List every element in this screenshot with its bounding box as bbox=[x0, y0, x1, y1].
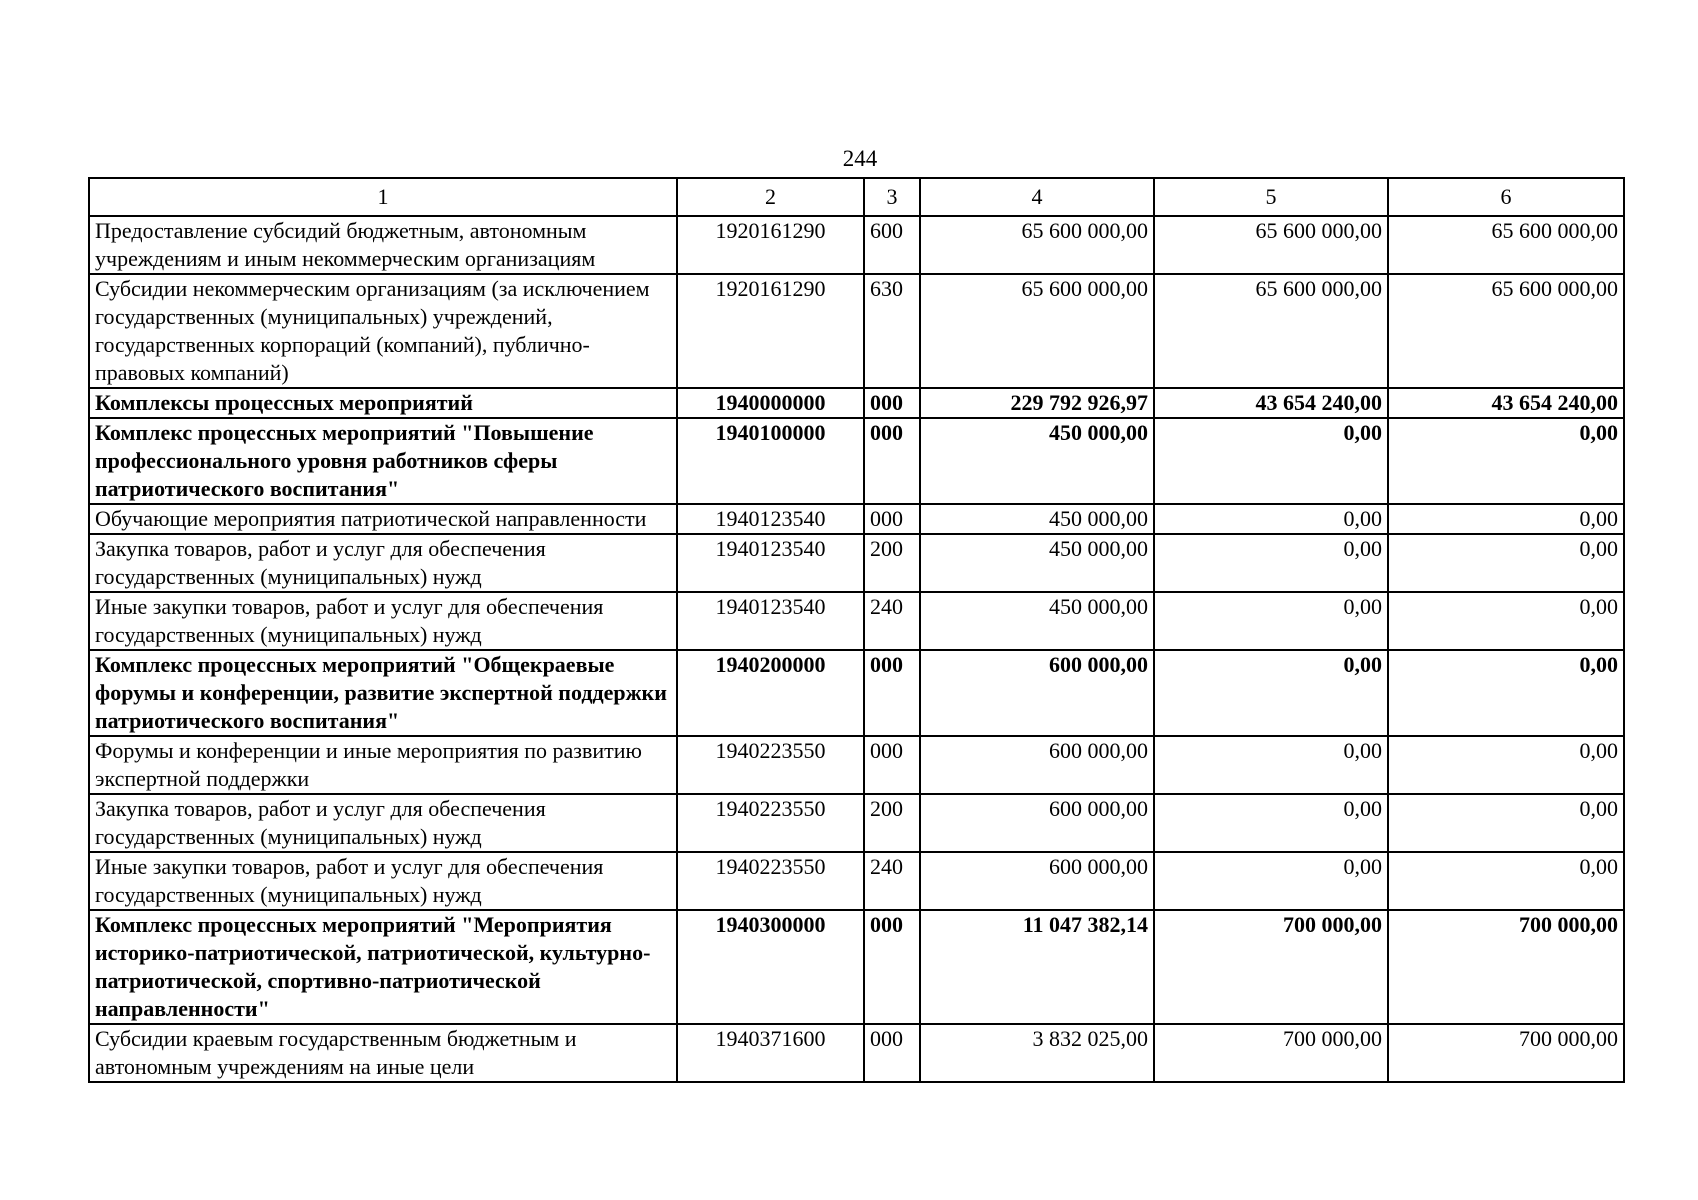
row-name-cell: Иные закупки товаров, работ и услуг для обеспечения государственных (муниципальных) нужд bbox=[89, 592, 677, 650]
row-amount-col5-cell: 0,00 bbox=[1154, 650, 1388, 736]
row-amount-col5-cell: 700 000,00 bbox=[1154, 1024, 1388, 1082]
row-name-cell: Комплекс процессных мероприятий "Мероприятия историко-патриотической, патриотической, культурно-патриотической, спортивно-патриотической направленности" bbox=[89, 910, 677, 1024]
row-amount-col4-cell: 600 000,00 bbox=[920, 650, 1154, 736]
column-header-4: 4 bbox=[920, 178, 1154, 216]
row-type-cell: 200 bbox=[864, 534, 920, 592]
row-amount-col5-cell: 65 600 000,00 bbox=[1154, 216, 1388, 274]
row-amount-col4-cell: 450 000,00 bbox=[920, 534, 1154, 592]
row-amount-col5-cell: 65 600 000,00 bbox=[1154, 274, 1388, 388]
column-header-1: 1 bbox=[89, 178, 677, 216]
row-amount-col5-cell: 0,00 bbox=[1154, 418, 1388, 504]
row-amount-col6-cell: 0,00 bbox=[1388, 504, 1624, 534]
column-header-5: 5 bbox=[1154, 178, 1388, 216]
row-type-cell: 240 bbox=[864, 852, 920, 910]
row-code-cell: 1940000000 bbox=[677, 388, 864, 418]
row-type-cell: 000 bbox=[864, 504, 920, 534]
row-amount-col6-cell: 0,00 bbox=[1388, 592, 1624, 650]
page-number: 244 bbox=[842, 146, 878, 171]
header-row bbox=[89, 178, 1624, 216]
table-row bbox=[89, 534, 1624, 592]
budget-table bbox=[88, 177, 1625, 1083]
row-type-cell: 000 bbox=[864, 910, 920, 1024]
row-amount-col5-cell: 43 654 240,00 bbox=[1154, 388, 1388, 418]
row-code-cell: 1920161290 bbox=[677, 274, 864, 388]
row-amount-col5-cell: 0,00 bbox=[1154, 736, 1388, 794]
row-amount-col6-cell: 0,00 bbox=[1388, 736, 1624, 794]
row-type-cell: 000 bbox=[864, 650, 920, 736]
column-header-3: 3 bbox=[864, 178, 920, 216]
table-row bbox=[89, 216, 1624, 274]
row-name-cell: Предоставление субсидий бюджетным, автономным учреждениям и иным некоммерческим организациям bbox=[89, 216, 677, 274]
row-amount-col4-cell: 65 600 000,00 bbox=[920, 274, 1154, 388]
row-amount-col6-cell: 700 000,00 bbox=[1388, 1024, 1624, 1082]
row-amount-col5-cell: 0,00 bbox=[1154, 794, 1388, 852]
row-code-cell: 1920161290 bbox=[677, 216, 864, 274]
row-code-cell: 1940123540 bbox=[677, 534, 864, 592]
row-amount-col4-cell: 11 047 382,14 bbox=[920, 910, 1154, 1024]
table-row bbox=[89, 794, 1624, 852]
row-amount-col4-cell: 600 000,00 bbox=[920, 794, 1154, 852]
row-name-cell: Комплекс процессных мероприятий "Повышение профессионального уровня работников сферы патриотического воспитания" bbox=[89, 418, 677, 504]
table-row bbox=[89, 1024, 1624, 1082]
row-amount-col6-cell: 65 600 000,00 bbox=[1388, 274, 1624, 388]
row-amount-col5-cell: 0,00 bbox=[1154, 592, 1388, 650]
row-code-cell: 1940300000 bbox=[677, 910, 864, 1024]
row-amount-col6-cell: 65 600 000,00 bbox=[1388, 216, 1624, 274]
table-row bbox=[89, 650, 1624, 736]
column-header-6: 6 bbox=[1388, 178, 1624, 216]
row-name-cell: Субсидии краевым государственным бюджетным и автономным учреждениям на иные цели bbox=[89, 1024, 677, 1082]
row-type-cell: 240 bbox=[864, 592, 920, 650]
table-row bbox=[89, 910, 1624, 1024]
row-amount-col4-cell: 450 000,00 bbox=[920, 418, 1154, 504]
row-code-cell: 1940223550 bbox=[677, 736, 864, 794]
row-amount-col4-cell: 450 000,00 bbox=[920, 504, 1154, 534]
row-code-cell: 1940100000 bbox=[677, 418, 864, 504]
table-row bbox=[89, 388, 1624, 418]
row-amount-col6-cell: 43 654 240,00 bbox=[1388, 388, 1624, 418]
row-amount-col5-cell: 0,00 bbox=[1154, 504, 1388, 534]
row-amount-col4-cell: 450 000,00 bbox=[920, 592, 1154, 650]
row-code-cell: 1940123540 bbox=[677, 592, 864, 650]
row-amount-col6-cell: 0,00 bbox=[1388, 852, 1624, 910]
row-name-cell: Субсидии некоммерческим организациям (за исключением государственных (муниципальных) учреждений, государственных корпораций (компаний), публично-правовых компаний) bbox=[89, 274, 677, 388]
row-type-cell: 200 bbox=[864, 794, 920, 852]
row-type-cell: 600 bbox=[864, 216, 920, 274]
row-code-cell: 1940223550 bbox=[677, 852, 864, 910]
table-row bbox=[89, 418, 1624, 504]
row-amount-col5-cell: 0,00 bbox=[1154, 534, 1388, 592]
row-amount-col6-cell: 0,00 bbox=[1388, 794, 1624, 852]
column-header-2: 2 bbox=[677, 178, 864, 216]
row-type-cell: 000 bbox=[864, 388, 920, 418]
row-amount-col5-cell: 700 000,00 bbox=[1154, 910, 1388, 1024]
row-code-cell: 1940123540 bbox=[677, 504, 864, 534]
table-row bbox=[89, 736, 1624, 794]
row-name-cell: Комплексы процессных мероприятий bbox=[89, 388, 677, 418]
row-type-cell: 630 bbox=[864, 274, 920, 388]
row-amount-col4-cell: 65 600 000,00 bbox=[920, 216, 1154, 274]
table-body bbox=[89, 216, 1624, 1082]
table-row bbox=[89, 592, 1624, 650]
row-name-cell: Закупка товаров, работ и услуг для обеспечения государственных (муниципальных) нужд bbox=[89, 534, 677, 592]
row-name-cell: Иные закупки товаров, работ и услуг для обеспечения государственных (муниципальных) нужд bbox=[89, 852, 677, 910]
row-code-cell: 1940223550 bbox=[677, 794, 864, 852]
table-row bbox=[89, 504, 1624, 534]
row-name-cell: Обучающие мероприятия патриотической направленности bbox=[89, 504, 677, 534]
row-type-cell: 000 bbox=[864, 418, 920, 504]
row-name-cell: Закупка товаров, работ и услуг для обеспечения государственных (муниципальных) нужд bbox=[89, 794, 677, 852]
row-type-cell: 000 bbox=[864, 1024, 920, 1082]
row-code-cell: 1940200000 bbox=[677, 650, 864, 736]
row-code-cell: 1940371600 bbox=[677, 1024, 864, 1082]
row-amount-col4-cell: 600 000,00 bbox=[920, 852, 1154, 910]
row-amount-col4-cell: 3 832 025,00 bbox=[920, 1024, 1154, 1082]
row-amount-col4-cell: 600 000,00 bbox=[920, 736, 1154, 794]
table-row bbox=[89, 274, 1624, 388]
row-amount-col6-cell: 700 000,00 bbox=[1388, 910, 1624, 1024]
row-name-cell: Комплекс процессных мероприятий "Общекраевые форумы и конференции, развитие экспертной поддержки патриотического воспитания" bbox=[89, 650, 677, 736]
row-amount-col6-cell: 0,00 bbox=[1388, 534, 1624, 592]
table-row bbox=[89, 852, 1624, 910]
row-amount-col5-cell: 0,00 bbox=[1154, 852, 1388, 910]
row-amount-col4-cell: 229 792 926,97 bbox=[920, 388, 1154, 418]
row-amount-col6-cell: 0,00 bbox=[1388, 650, 1624, 736]
row-name-cell: Форумы и конференции и иные мероприятия по развитию экспертной поддержки bbox=[89, 736, 677, 794]
row-amount-col6-cell: 0,00 bbox=[1388, 418, 1624, 504]
row-type-cell: 000 bbox=[864, 736, 920, 794]
